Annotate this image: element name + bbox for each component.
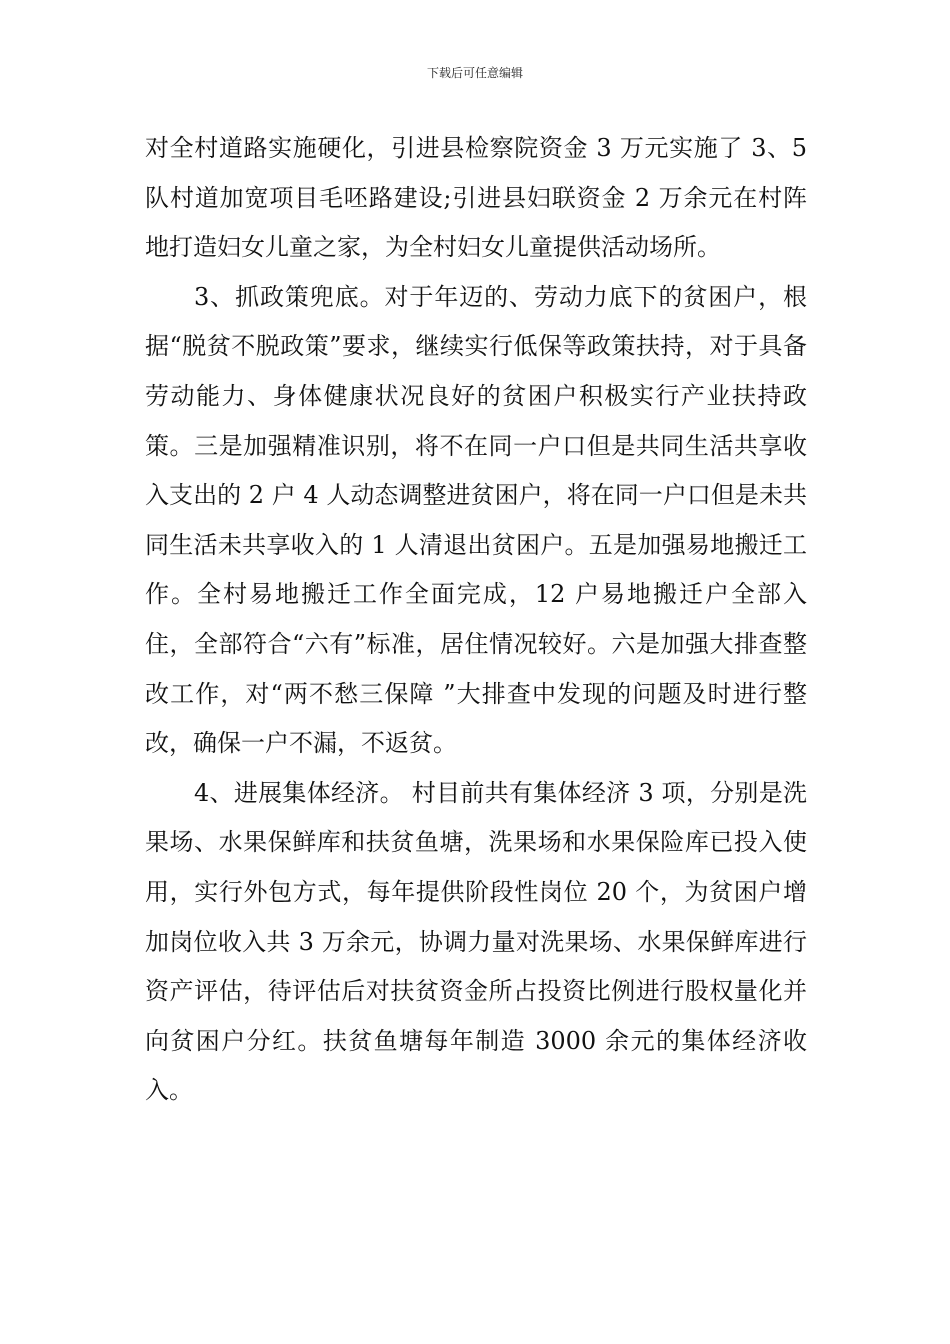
page-header: 下载后可任意编辑	[426, 66, 523, 80]
paragraph-collective-economy: 4、进展集体经济。 村目前共有集体经济 3 项，分别是洗果场、水果保鲜库和扶贫鱼塘，洗果场和水果保险库已投入使用，实行外包方式，每年提供阶段性岗位 20 个，为贫困户增加岗位收入共 3 万余元，协调力量对洗果场、水果保鲜库进行资产评估，待评估后对扶贫资金所占投资比例进行股权量化并向贫困户分红。扶贫鱼塘每年制造 3000 余元的集体经济收入。	[145, 778, 807, 1105]
paragraph-policy-support: 3、抓政策兜底。对于年迈的、劳动力底下的贫困户，根据“脱贫不脱政策”要求，继续实行低保等政策扶持，对于具备劳动能力、身体健康状况良好的贫困户积极实行产业扶持政策。三是加强精准识别，将不在同一户口但是共同生活共享收入支出的 2 户 4 人动态调整进贫困户，将在同一户口但是未共同生活未共享收入的 1 人清退出贫困户。五是加强易地搬迁工作。全村易地搬迁工作全面完成，12 户易地搬迁户全部入住，全部符合“六有”标准，居住情况较好。六是加强大排查整改工作，对“两不愁三保障 ”大排查中发现的问题及时进行整改，确保一户不漏，不返贫。	[145, 282, 807, 758]
document-body	[145, 124, 807, 1116]
paragraph-road-construction: 对全村道路实施硬化，引进县检察院资金 3 万元实施了 3、5 队村道加宽项目毛呸路建设;引进县妇联资金 2 万余元在村阵地打造妇女儿童之家，为全村妇女儿童提供活动场所。	[145, 134, 807, 262]
